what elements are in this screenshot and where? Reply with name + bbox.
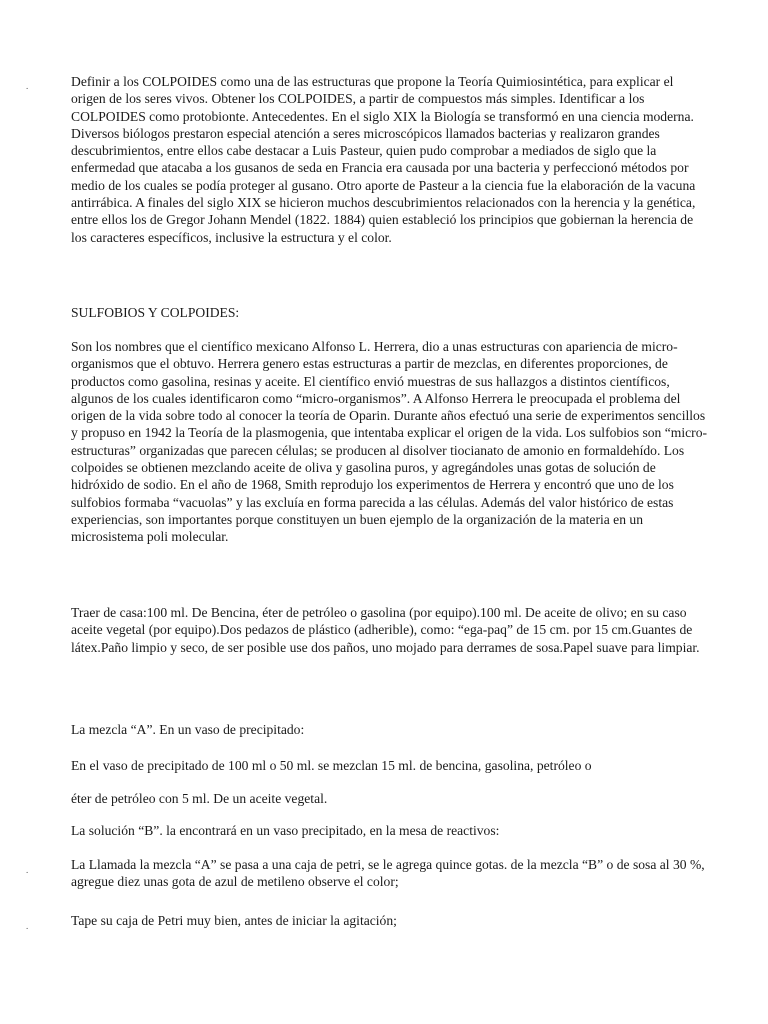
materials-paragraph: Traer de casa:100 ml. De Bencina, éter de petróleo o gasolina (por equipo).100 ml. De aceite de olivo; en su caso aceite vegetal (por equipo).Dos pedazos de plástico (adherible), como: “ega-paq” de 15 cm. por 15 cm.Guantes de látex.Paño limpio y seco, de ser posible use dos paños, uno mojado para derrames de sosa.Papel suave para limpiar. <box>71 605 700 655</box>
mix-a-line-1: En el vaso de precipitado de 100 ml o 50 ml. se mezclan 15 ml. de bencina, gasolina, petróleo o <box>71 758 592 773</box>
cover-step-line: Tape su caja de Petri muy bien, antes de iniciar la agitación; <box>71 913 397 928</box>
intro-paragraph: Definir a los COLPOIDES como una de las estructuras que propone la Teoría Quimiosintética, para explicar el origen de los seres vivos. Obtener los COLPOIDES, a partir de compuestos más simples. Identificar a los COLPOIDES como protobionte. Antecedentes. En el siglo XIX la Biología se transformó en una ciencia moderna. Diversos biólogos prestaron especial atención a seres microscópicos llamados bacterias y realizaron grandes descubrimientos, entre ellos cabe destacar a Luis Pasteur, quien pudo comprobar a mediados de siglo que la enfermedad que atacaba a los gusanos de seda en Francia era causada por una bacteria y perfeccionó métodos por medio de los cuales se podía proteger al gusano. Otro aporte de Pasteur a la ciencia fue la elaboración de la vacuna antirrábica. A finales del siglo XIX se hicieron muchos descubrimientos relacionados con la herencia y la genética, entre ellos los de Gregor Johann Mendel (1822. 1884) quien estableció los principios que gobiernan la herencia de los caracteres específicos, inclusive la estructura y el color. <box>71 74 696 245</box>
mix-step-paragraph: La Llamada la mezcla “A” se pasa a una caja de petri, se le agrega quince gotas. de la mezcla “B” o de sosa al 30 %, agregue diez unas gota de azul de metileno observe el color; <box>71 857 705 890</box>
section-heading: SULFOBIOS Y COLPOIDES: <box>71 305 240 320</box>
mix-a-line-2: éter de petróleo con 5 ml. De un aceite vegetal. <box>71 791 328 806</box>
sulfobios-paragraph: Son los nombres que el científico mexicano Alfonso L. Herrera, dio a unas estructuras con apariencia de micro-organismos que el obtuvo. Herrera genero estas estructuras a partir de mezclas, en diferentes proporciones, de productos como gasolina, resinas y aceite. El científico envió muestras de sus hallazgos a distintos científicos, algunos de los cuales identificaron como “micro-organismos”. A Alfonso Herrera le preocupada el problema del origen de la vida sobre todo al conocer la teoría de Oparin. Durante años efectuó una serie de experimentos sencillos y propuso en 1942 la Teoría de la plasmogenia, que intentaba explicar el origen de la vida. Los sulfobios son “micro-estructuras” organizadas que parecen células; se producen al disolver tiocianato de amonio en formaldehído. Los colpoides se obtienen mezclando aceite de oliva y gasolina puros, y agregándoles unas gotas de solución de hidróxido de sodio. En el año de 1968, Smith reprodujo los experimentos de Herrera y encontró que uno de los sulfobios formaba “vacuolas” y las excluía en forma parecida a las células. Además del valor histórico de estas experiencias, son importantes porque constituyen un buen ejemplo de la organización de la materia en un microsistema poli molecular. <box>71 339 708 545</box>
bullet-marker: . <box>26 81 29 91</box>
solution-b-line: La solución “B”. la encontrará en un vaso precipitado, en la mesa de reactivos: <box>71 823 500 838</box>
bullet-marker: . <box>26 921 29 931</box>
mix-a-title: La mezcla “A”. En un vaso de precipitado: <box>71 722 305 737</box>
bullet-marker: . <box>26 865 29 875</box>
